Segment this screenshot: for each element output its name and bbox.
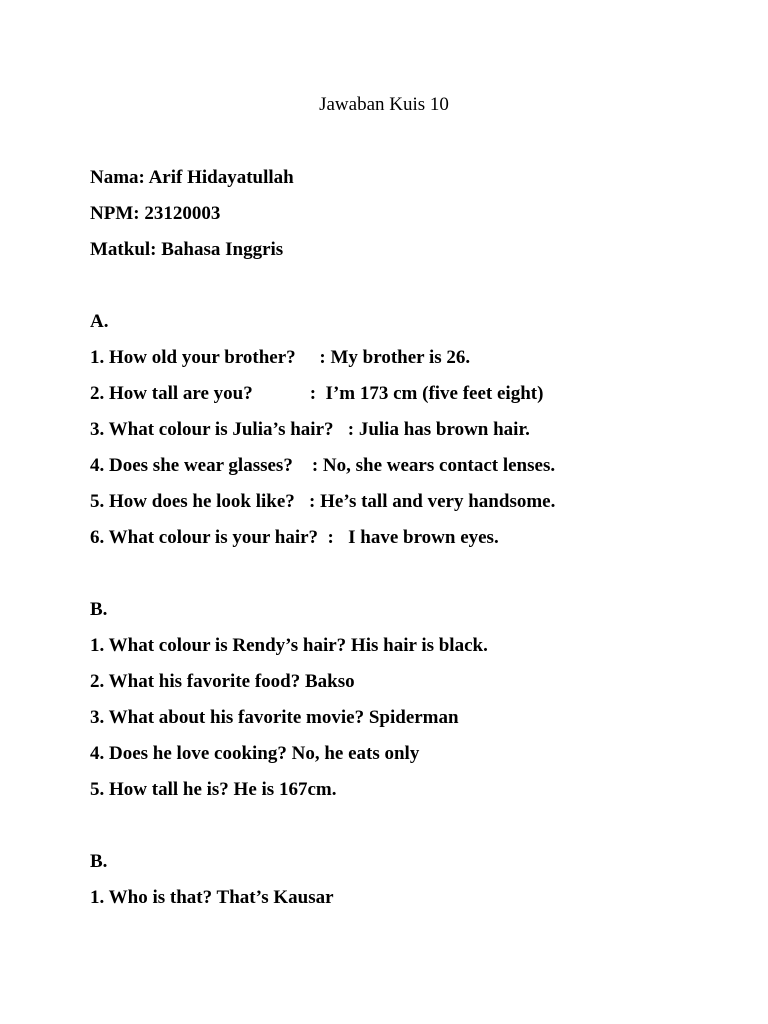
student-name: Nama: Arif Hidayatullah (90, 167, 294, 188)
section-a-item: 4. Does she wear glasses? : No, she wears contact lenses. (90, 455, 556, 476)
student-npm: NPM: 23120003 (90, 203, 221, 224)
course-name: Matkul: Bahasa Inggris (90, 239, 284, 260)
section-a-heading: A. (90, 311, 109, 332)
section-b2-heading: B. (90, 851, 108, 872)
section-b-item: 2. What his favorite food? Bakso (90, 671, 355, 692)
section-b-item: 1. What colour is Rendy’s hair? His hair is black. (90, 635, 488, 656)
section-b-item: 3. What about his favorite movie? Spiderman (90, 707, 459, 728)
section-a-item: 1. How old your brother? : My brother is 26. (90, 347, 471, 368)
section-a-item: 3. What colour is Julia’s hair? : Julia has brown hair. (90, 419, 530, 440)
section-a-item: 5. How does he look like? : He’s tall and very handsome. (90, 491, 556, 512)
section-b2-item: 1. Who is that? That’s Kausar (90, 887, 334, 908)
section-b-item: 5. How tall he is? He is 167cm. (90, 779, 337, 800)
section-b-heading: B. (90, 599, 108, 620)
section-a-item: 6. What colour is your hair? : I have brown eyes. (90, 527, 499, 548)
section-b-item: 4. Does he love cooking? No, he eats only (90, 743, 420, 764)
document-title: Jawaban Kuis 10 (319, 94, 449, 115)
section-a-item: 2. How tall are you? : I’m 173 cm (five feet eight) (90, 383, 544, 404)
